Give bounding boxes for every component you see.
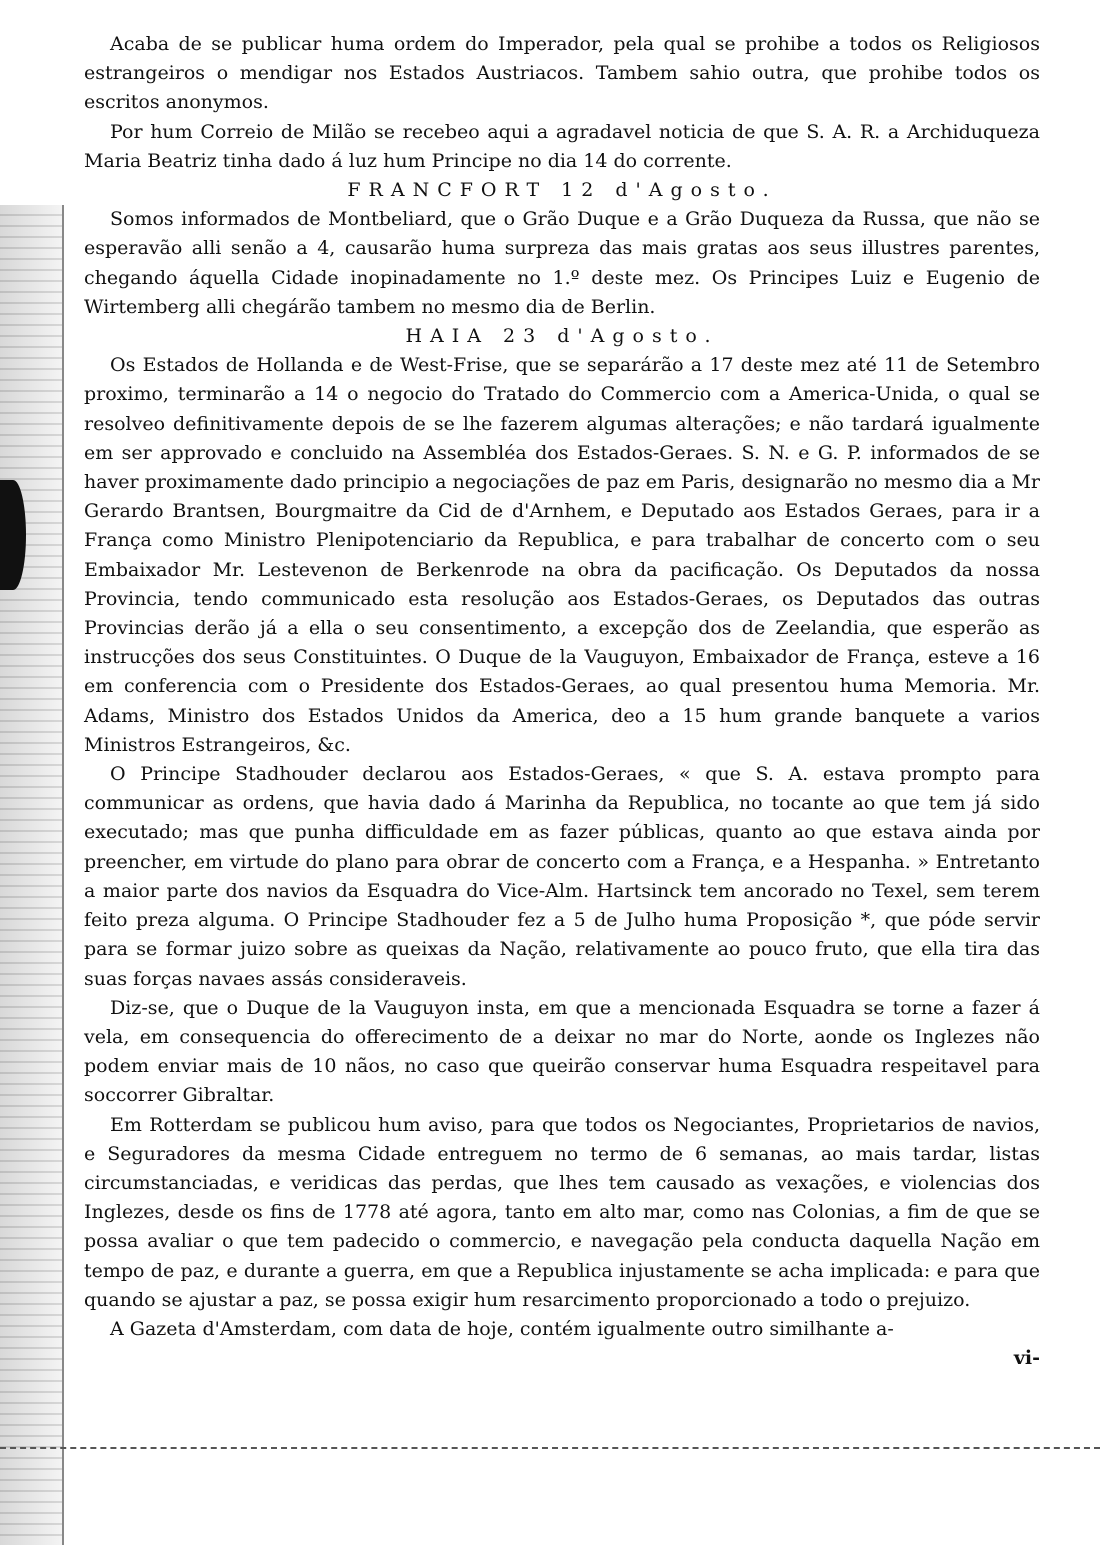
heading-haia: HAIA 23 d'Agosto. (405, 325, 719, 348)
gazette-page (84, 30, 1040, 1550)
heading-francfort: FRANCFORT 12 d'Agosto. (347, 179, 777, 202)
paragraph-imperial-order: Acaba de se publicar huma ordem do Imperador, pela qual se prohibe a todos os Religiosos estrangeiros o mendigar nos Estados Austriacos. Tambem sahio outra, que prohibe todos os escritos anonymos. (84, 33, 1040, 114)
paragraph-gazeta-amsterdam: A Gazeta d'Amsterdam, com data de hoje, contém igualmente outro similhante a- (110, 1317, 894, 1340)
paragraph-hollanda: Os Estados de Hollanda e de West-Frise, que se separárão a 17 deste mez até 11 de Setembro proximo, terminarão a 14 o negocio do Tratado do Commercio com a America-Unida, o qual se resolveo definitivamente depois de se lhe fazerem algumas alterações; e não tardará igualmente em ser approvado e concluido na Assembléa dos Estados-Geraes. S. N. e G. P. informados de se haver proximamente dado principio a negociações de paz em Paris, designarão no mesmo dia a Mr Gerardo Brantsen, Bourgmaitre da Cid de d'Arnhem, e Deputado aos Estados Geraes, para ir a França como Ministro Plenipotenciario da Republica, e para trabalhar de concerto com o seu Embaixador Mr. Lestevenon de Berkenrode na obra da pacificação. Os Deputados da nossa Provincia, tendo communicado esta resolução aos Estados-Geraes, os Deputados das outras Provincias derão já a ella o seu consentimento, a excepção dos de Zeelandia, que esperão as instrucções dos seus Constituintes. O Duque de la Vauguyon, Embaixador de França, esteve a 16 em conferencia com o Presidente dos Estados-Geraes, ao qual presentou huma Memoria. Mr. Adams, Ministro dos Estados Unidos da America, deo a 15 hum grande banquete a varios Ministros Estrangeiros, &c. (84, 354, 1040, 756)
paragraph-montbeliard: Somos informados de Montbeliard, que o Grão Duque e a Grão Duqueza da Russa, que não se esperavão alli senão a 4, causarão huma surpreza das mais gratas aos seus illustres parentes, chegando áquella Cidade inopinadamente no 1.º deste mez. Os Principes Luiz e Eugenio de Wirtemberg alli chegárão tambem no mesmo dia de Berlin. (84, 208, 1040, 318)
paragraph-milan-news: Por hum Correio de Milão se recebeo aqui a agradavel noticia de que S. A. R. a Archiduqueza Maria Beatriz tinha dado á luz hum Principe no dia 14 do corrente. (84, 120, 1040, 172)
catchword: vi- (1013, 1347, 1040, 1370)
paragraph-stadhouder: O Principe Stadhouder declarou aos Estados-Geraes, « que S. A. estava prompto para communicar as ordens, que havia dado á Marinha da Republica, no tocante ao que tem já sido executado; mas que punha difficuldade em as fazer públicas, quanto ao que estava ainda por preencher, em virtude do plano para obrar de concerto com a França, e a Hespanha. » Entretanto a maior parte dos navios da Esquadra do Vice-Alm. Hartsinck tem ancorado no Texel, sem terem feito preza alguma. O Principe Stadhouder fez a 5 de Julho huma Proposição *, que póde servir para se formar juizo sobre as queixas da Nação, relativamente ao pouco fruto, que ella tira das suas forças navaes assás consideraveis. (84, 763, 1040, 990)
paragraph-rotterdam: Em Rotterdam se publicou hum aviso, para que todos os Negociantes, Proprietarios de navios, e Seguradores da mesma Cidade entreguem no termo de 6 semanas, ao mais tardar, listas circumstanciadas, e veridicas das perdas, que lhes tem causado as vexações, e violencias dos Inglezes, desde os fins de 1778 até agora, tanto em alto mar, como nas Colonias, a fim de que se possa avaliar o que tem padecido o commercio, e navegação pela conducta daquella Nação em tempo de paz, e durante a guerra, em que a Republica injustamente se acha implicada: e para que quando se ajustar a paz, se possa exigir hum resarcimento proporcionado a todo o prejuizo. (84, 1113, 1040, 1311)
scan-binding-edge (0, 205, 64, 1545)
paragraph-vauguyon: Diz-se, que o Duque de la Vauguyon insta, em que a mencionada Esquadra se torne a fazer á vela, em consequencia do offerecimento de a deixar no mar do Norte, aonde os Inglezes não podem enviar mais de 10 nãos, no caso que queirão conservar huma Esquadra respeitavel para soccorrer Gibraltar. (84, 996, 1040, 1107)
scan-binding-hole (0, 480, 26, 590)
